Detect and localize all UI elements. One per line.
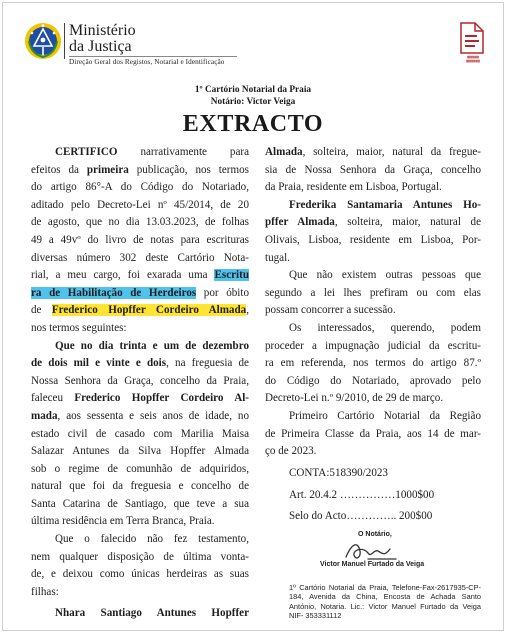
national-emblem-icon <box>23 21 63 61</box>
office-contact-footer: 1º Cartório Notarial da Praia, Telefone-Fax-2617935-CP-184, Avenida da China, Encosta de Achada Santo António, Notaria. Lic.: Victor Manuel Furtado da Veiga NIF- 353331112 <box>289 583 481 620</box>
text-line: do Código do Notariado, aprovado pelo <box>265 374 481 387</box>
notary-signature-name: Victor Manuel Furtado da Veiga <box>320 561 425 568</box>
text-line: de dois mil e vinte e dois, na freguesia de <box>31 357 249 370</box>
document-page <box>2 2 504 631</box>
highlight-deed-type-cont: ra de Habilitação de Herdeiros <box>31 286 197 299</box>
text-line: Santa Catarina de Santiago, que teve a sua <box>31 497 249 510</box>
text-line: faleceu Frederico Hopffer Cordeiro Al- <box>31 392 249 405</box>
right-column <box>265 144 481 461</box>
text-line: diversas número 302 deste Cartório Nota- <box>31 251 249 264</box>
text-line: de, e deixou como únicas herdeiras as suas <box>31 568 249 581</box>
highlight-deceased-name: Frederico Hopffer Cordeiro Almada <box>51 304 247 317</box>
text-line: nos termos seguintes: <box>31 321 127 334</box>
text-line: Salazar Antunes da Silva Hopffer Almada <box>31 445 249 458</box>
text-line: CERTIFICO narrativamente para <box>55 146 249 158</box>
fee-article: Art. 20.4.2 ……………1000$00 <box>289 489 435 501</box>
document-header <box>23 17 493 75</box>
text-line: mada, aos sessenta e seis anos de idade, no <box>31 409 249 422</box>
office-block <box>3 84 503 108</box>
text-line: Primeiro Cartório Notarial da Região <box>289 409 481 422</box>
text-line: proceder a impugnação judicial da escritu- <box>265 339 481 352</box>
text-line: tugal. <box>265 251 290 264</box>
left-column <box>31 144 249 623</box>
fee-stamp: Selo do Acto………….. 200$00 <box>289 510 433 522</box>
text-line: Que não existem outras pessoas que <box>289 269 481 282</box>
text-line: aditado pelo Decreto-Lei nº 45/2014, de 20 <box>31 198 249 211</box>
text-line: do artigo 86°-A do Código do Notariado, <box>31 181 249 194</box>
text-line: Olivais, Lisboa, residente em Lisboa, Por- <box>265 233 481 246</box>
text-line: da Praia, residente em Lisboa, Portugal. <box>265 181 442 194</box>
text-line: Almada, solteira, maior, natural da fregue- <box>265 146 481 158</box>
registry-logo-text: ▮▮▮▮▮▮ ▮▮▮▮▮▮▮ <box>466 55 480 63</box>
text-line: de agosto, que no dia 13.03.2023, de folhas <box>31 216 249 229</box>
text-line: Que no dia trinta e um de dezembro <box>55 339 249 352</box>
text-line: última residência em Terra Branca, Praia. <box>31 515 215 528</box>
text-line: estado civil de casado com Marilia Maisa <box>31 427 249 440</box>
signature-block <box>298 531 468 575</box>
text-line: ra de Habilitação de Herdeiros por óbito <box>31 286 249 299</box>
office-name: 1º Cartório Notarial da Praia <box>194 85 312 95</box>
text-line: Decreto-Lei n.º 9/2010, de 29 de março. <box>265 392 444 405</box>
text-line: Que o falecido não fez testamento, <box>55 533 249 546</box>
ministry-line-1: Ministério <box>69 22 136 39</box>
text-line: rial, a meu cargo, foi exarada uma Escritu <box>31 269 249 282</box>
ministry-line-2: da Justiça <box>69 38 132 55</box>
text-line: ra em referenda, nos termos do artigo 87.º <box>265 357 481 370</box>
account-number: CONTA:518390/2023 <box>289 467 388 479</box>
text-line: Nossa Senhora da Graça, concelho da Praia, <box>31 374 249 387</box>
text-line: filhas: <box>31 585 59 598</box>
header-divider <box>69 56 237 57</box>
text-line: Nhara Santiago Antunes Hopffer <box>55 607 249 620</box>
text-line: nem qualquer disposição de última vonta- <box>31 550 249 563</box>
text-line: de Frederico Hopffer Cordeiro Almada, <box>31 304 249 317</box>
text-line: pffer Almada, solteira, maior, natural de <box>265 216 481 229</box>
text-line: de Primeira Classe da Praia, aos 14 de mar- <box>265 427 481 440</box>
text-line: sob o regime de comunhão de adquiridos, <box>31 462 249 475</box>
text-line: natural que foi da freguesia e concelho de <box>31 480 249 493</box>
notary-name: Notário: Victor Veiga <box>210 97 296 107</box>
text-line: Frederika Santamaria Antunes Ho- <box>289 198 481 211</box>
signature-label: O Notário, <box>358 531 392 538</box>
ministry-name <box>69 23 136 55</box>
highlight-deed-type: Escritu <box>214 269 249 282</box>
text-line: 49 a 49vº do livro de notas para escrituras <box>31 233 249 246</box>
text-line: possam concorrer a sucessão. <box>265 304 396 317</box>
text-line: efeitos da primeira publicação, nos termos <box>31 163 249 176</box>
registry-logo-icon <box>457 21 487 55</box>
document-title: EXTRACTO <box>182 111 324 137</box>
text-line: ço de 2023. <box>265 445 317 458</box>
text-line: sia de Nossa Senhora da Graça, concelho <box>265 163 481 176</box>
directorate-name: Direção Geral dos Registos, Notarial e Identificação <box>69 58 225 66</box>
text-line: segundo a lei lhes prefiram ou com elas <box>265 286 481 299</box>
text-line: Os interessados, querendo, podem <box>289 321 481 334</box>
